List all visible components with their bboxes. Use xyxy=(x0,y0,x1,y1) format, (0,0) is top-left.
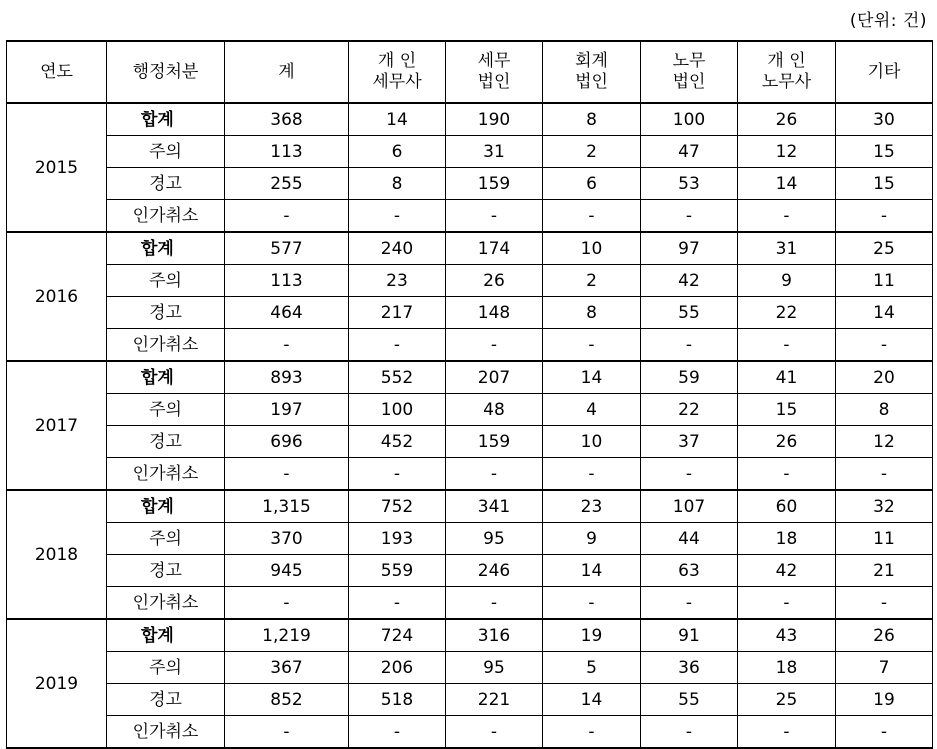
total-cell: - xyxy=(225,587,349,620)
other-cell: - xyxy=(836,200,933,233)
tax-corporation-cell: - xyxy=(446,200,543,233)
action-type-cell: 인가취소 xyxy=(107,587,225,620)
accounting-corporation-cell: 14 xyxy=(543,555,641,587)
other-cell: 19 xyxy=(836,684,933,716)
individual-labor-attorney-cell: - xyxy=(738,458,836,491)
tax-corporation-cell: 221 xyxy=(446,684,543,716)
labor-corporation-cell: 42 xyxy=(641,265,738,297)
individual-tax-accountant-cell: - xyxy=(349,458,446,491)
individual-labor-attorney-cell: - xyxy=(738,587,836,620)
header-individual-labor-attorney: 개 인 노무사 xyxy=(738,41,836,103)
unit-note: (단위: 건) xyxy=(849,11,927,31)
total-cell: 577 xyxy=(225,232,349,265)
total-cell: 370 xyxy=(225,523,349,555)
tax-corporation-cell: 159 xyxy=(446,426,543,458)
total-cell: - xyxy=(225,716,349,749)
other-cell: 15 xyxy=(836,168,933,200)
other-cell: 11 xyxy=(836,523,933,555)
tax-corporation-cell: 95 xyxy=(446,652,543,684)
tax-corporation-cell: 174 xyxy=(446,232,543,265)
individual-tax-accountant-cell: 6 xyxy=(349,136,446,168)
tax-corporation-cell: 148 xyxy=(446,297,543,329)
individual-tax-accountant-cell: 452 xyxy=(349,426,446,458)
total-cell: 1,219 xyxy=(225,619,349,652)
table-row xyxy=(7,490,933,523)
accounting-corporation-cell: - xyxy=(543,200,641,233)
header-tax-corporation: 세무 법인 xyxy=(446,41,543,103)
other-cell: 21 xyxy=(836,555,933,587)
tax-corporation-cell: 316 xyxy=(446,619,543,652)
table-row xyxy=(7,426,933,458)
header-other: 기타 xyxy=(836,41,933,103)
other-cell: 12 xyxy=(836,426,933,458)
tax-corporation-cell: 48 xyxy=(446,394,543,426)
action-type-cell: 인가취소 xyxy=(107,200,225,233)
labor-corporation-cell: 91 xyxy=(641,619,738,652)
individual-labor-attorney-cell: 22 xyxy=(738,297,836,329)
other-cell: 8 xyxy=(836,394,933,426)
accounting-corporation-cell: - xyxy=(543,458,641,491)
other-cell: 20 xyxy=(836,361,933,394)
accounting-corporation-cell: - xyxy=(543,329,641,362)
administrative-actions-table xyxy=(6,40,933,749)
action-type-cell: 주의 xyxy=(107,523,225,555)
table-row xyxy=(7,684,933,716)
other-cell: 32 xyxy=(836,490,933,523)
labor-corporation-cell: 63 xyxy=(641,555,738,587)
action-type-cell: 주의 xyxy=(107,136,225,168)
other-cell: 26 xyxy=(836,619,933,652)
table-row xyxy=(7,329,933,362)
tax-corporation-cell: - xyxy=(446,458,543,491)
table-row xyxy=(7,361,933,394)
labor-corporation-cell: - xyxy=(641,200,738,233)
individual-labor-attorney-cell: 43 xyxy=(738,619,836,652)
total-cell: 852 xyxy=(225,684,349,716)
accounting-corporation-cell: 8 xyxy=(543,297,641,329)
labor-corporation-cell: 37 xyxy=(641,426,738,458)
labor-corporation-cell: - xyxy=(641,587,738,620)
accounting-corporation-cell: 2 xyxy=(543,265,641,297)
individual-labor-attorney-cell: 26 xyxy=(738,426,836,458)
labor-corporation-cell: - xyxy=(641,329,738,362)
total-cell: 113 xyxy=(225,265,349,297)
individual-tax-accountant-cell: 100 xyxy=(349,394,446,426)
tax-corporation-cell: 246 xyxy=(446,555,543,587)
individual-labor-attorney-cell: 42 xyxy=(738,555,836,587)
other-cell: 14 xyxy=(836,297,933,329)
other-cell: - xyxy=(836,587,933,620)
labor-corporation-cell: 59 xyxy=(641,361,738,394)
other-cell: - xyxy=(836,329,933,362)
header-year: 연도 xyxy=(7,41,107,103)
tax-corporation-cell: - xyxy=(446,716,543,749)
header-individual-tax-accountant: 개 인 세무사 xyxy=(349,41,446,103)
year-cell: 2017 xyxy=(7,361,107,490)
table-row xyxy=(7,523,933,555)
individual-tax-accountant-cell: 552 xyxy=(349,361,446,394)
action-type-cell: 합계 xyxy=(107,619,225,652)
table-row xyxy=(7,555,933,587)
labor-corporation-cell: 53 xyxy=(641,168,738,200)
action-type-cell: 주의 xyxy=(107,394,225,426)
year-cell: 2015 xyxy=(7,103,107,232)
action-type-cell: 인가취소 xyxy=(107,716,225,749)
total-cell: 197 xyxy=(225,394,349,426)
individual-labor-attorney-cell: 14 xyxy=(738,168,836,200)
header-action-type: 행정처분 xyxy=(107,41,225,103)
accounting-corporation-cell: 8 xyxy=(543,103,641,136)
table-row xyxy=(7,394,933,426)
tax-corporation-cell: 190 xyxy=(446,103,543,136)
action-type-cell: 인가취소 xyxy=(107,458,225,491)
total-cell: - xyxy=(225,329,349,362)
individual-labor-attorney-cell: 18 xyxy=(738,523,836,555)
action-type-cell: 인가취소 xyxy=(107,329,225,362)
year-cell: 2018 xyxy=(7,490,107,619)
individual-tax-accountant-cell: - xyxy=(349,587,446,620)
labor-corporation-cell: 44 xyxy=(641,523,738,555)
year-cell: 2019 xyxy=(7,619,107,748)
individual-tax-accountant-cell: 14 xyxy=(349,103,446,136)
labor-corporation-cell: 36 xyxy=(641,652,738,684)
table-row xyxy=(7,136,933,168)
year-cell: 2016 xyxy=(7,232,107,361)
individual-labor-attorney-cell: - xyxy=(738,716,836,749)
accounting-corporation-cell: 2 xyxy=(543,136,641,168)
accounting-corporation-cell: 5 xyxy=(543,652,641,684)
action-type-cell: 합계 xyxy=(107,232,225,265)
table-row xyxy=(7,619,933,652)
individual-tax-accountant-cell: 8 xyxy=(349,168,446,200)
header-accounting-corporation: 회계 법인 xyxy=(543,41,641,103)
tax-corporation-cell: - xyxy=(446,587,543,620)
tax-corporation-cell: 26 xyxy=(446,265,543,297)
total-cell: 113 xyxy=(225,136,349,168)
table-row xyxy=(7,265,933,297)
other-cell: 25 xyxy=(836,232,933,265)
tax-corporation-cell: 341 xyxy=(446,490,543,523)
accounting-corporation-cell: 10 xyxy=(543,426,641,458)
individual-tax-accountant-cell: 193 xyxy=(349,523,446,555)
labor-corporation-cell: 22 xyxy=(641,394,738,426)
total-cell: - xyxy=(225,458,349,491)
labor-corporation-cell: - xyxy=(641,458,738,491)
table-body xyxy=(7,103,933,748)
header-labor-corporation: 노무 법인 xyxy=(641,41,738,103)
table-row xyxy=(7,200,933,233)
individual-labor-attorney-cell: 26 xyxy=(738,103,836,136)
labor-corporation-cell: - xyxy=(641,716,738,749)
individual-tax-accountant-cell: 23 xyxy=(349,265,446,297)
total-cell: 1,315 xyxy=(225,490,349,523)
header-total: 계 xyxy=(225,41,349,103)
individual-tax-accountant-cell: - xyxy=(349,716,446,749)
labor-corporation-cell: 55 xyxy=(641,684,738,716)
tax-corporation-cell: 159 xyxy=(446,168,543,200)
labor-corporation-cell: 47 xyxy=(641,136,738,168)
accounting-corporation-cell: 6 xyxy=(543,168,641,200)
individual-labor-attorney-cell: - xyxy=(738,329,836,362)
other-cell: 11 xyxy=(836,265,933,297)
tax-corporation-cell: 31 xyxy=(446,136,543,168)
other-cell: - xyxy=(836,716,933,749)
total-cell: 893 xyxy=(225,361,349,394)
action-type-cell: 경고 xyxy=(107,684,225,716)
individual-tax-accountant-cell: 217 xyxy=(349,297,446,329)
individual-labor-attorney-cell: 60 xyxy=(738,490,836,523)
individual-tax-accountant-cell: - xyxy=(349,200,446,233)
individual-labor-attorney-cell: - xyxy=(738,200,836,233)
table-row xyxy=(7,587,933,620)
action-type-cell: 주의 xyxy=(107,265,225,297)
table-row xyxy=(7,232,933,265)
tax-corporation-cell: - xyxy=(446,329,543,362)
individual-tax-accountant-cell: 724 xyxy=(349,619,446,652)
action-type-cell: 경고 xyxy=(107,297,225,329)
other-cell: - xyxy=(836,458,933,491)
table-row xyxy=(7,458,933,491)
action-type-cell: 주의 xyxy=(107,652,225,684)
accounting-corporation-cell: - xyxy=(543,716,641,749)
individual-labor-attorney-cell: 31 xyxy=(738,232,836,265)
individual-tax-accountant-cell: 559 xyxy=(349,555,446,587)
total-cell: 945 xyxy=(225,555,349,587)
total-cell: 255 xyxy=(225,168,349,200)
action-type-cell: 합계 xyxy=(107,361,225,394)
other-cell: 30 xyxy=(836,103,933,136)
total-cell: 367 xyxy=(225,652,349,684)
total-cell: - xyxy=(225,200,349,233)
action-type-cell: 합계 xyxy=(107,103,225,136)
tax-corporation-cell: 207 xyxy=(446,361,543,394)
table-row xyxy=(7,168,933,200)
other-cell: 7 xyxy=(836,652,933,684)
action-type-cell: 합계 xyxy=(107,490,225,523)
labor-corporation-cell: 55 xyxy=(641,297,738,329)
individual-labor-attorney-cell: 12 xyxy=(738,136,836,168)
individual-labor-attorney-cell: 9 xyxy=(738,265,836,297)
total-cell: 368 xyxy=(225,103,349,136)
labor-corporation-cell: 107 xyxy=(641,490,738,523)
table-header-row xyxy=(7,41,933,103)
accounting-corporation-cell: 4 xyxy=(543,394,641,426)
tax-corporation-cell: 95 xyxy=(446,523,543,555)
total-cell: 464 xyxy=(225,297,349,329)
accounting-corporation-cell: 14 xyxy=(543,361,641,394)
labor-corporation-cell: 100 xyxy=(641,103,738,136)
individual-tax-accountant-cell: 206 xyxy=(349,652,446,684)
table-row xyxy=(7,652,933,684)
total-cell: 696 xyxy=(225,426,349,458)
individual-tax-accountant-cell: 518 xyxy=(349,684,446,716)
individual-tax-accountant-cell: 240 xyxy=(349,232,446,265)
other-cell: 15 xyxy=(836,136,933,168)
action-type-cell: 경고 xyxy=(107,555,225,587)
action-type-cell: 경고 xyxy=(107,426,225,458)
action-type-cell: 경고 xyxy=(107,168,225,200)
accounting-corporation-cell: - xyxy=(543,587,641,620)
individual-tax-accountant-cell: - xyxy=(349,329,446,362)
table-row xyxy=(7,716,933,749)
accounting-corporation-cell: 19 xyxy=(543,619,641,652)
accounting-corporation-cell: 14 xyxy=(543,684,641,716)
individual-labor-attorney-cell: 15 xyxy=(738,394,836,426)
individual-labor-attorney-cell: 41 xyxy=(738,361,836,394)
individual-labor-attorney-cell: 18 xyxy=(738,652,836,684)
table-row xyxy=(7,297,933,329)
individual-tax-accountant-cell: 752 xyxy=(349,490,446,523)
accounting-corporation-cell: 23 xyxy=(543,490,641,523)
individual-labor-attorney-cell: 25 xyxy=(738,684,836,716)
accounting-corporation-cell: 9 xyxy=(543,523,641,555)
accounting-corporation-cell: 10 xyxy=(543,232,641,265)
table-row xyxy=(7,103,933,136)
labor-corporation-cell: 97 xyxy=(641,232,738,265)
